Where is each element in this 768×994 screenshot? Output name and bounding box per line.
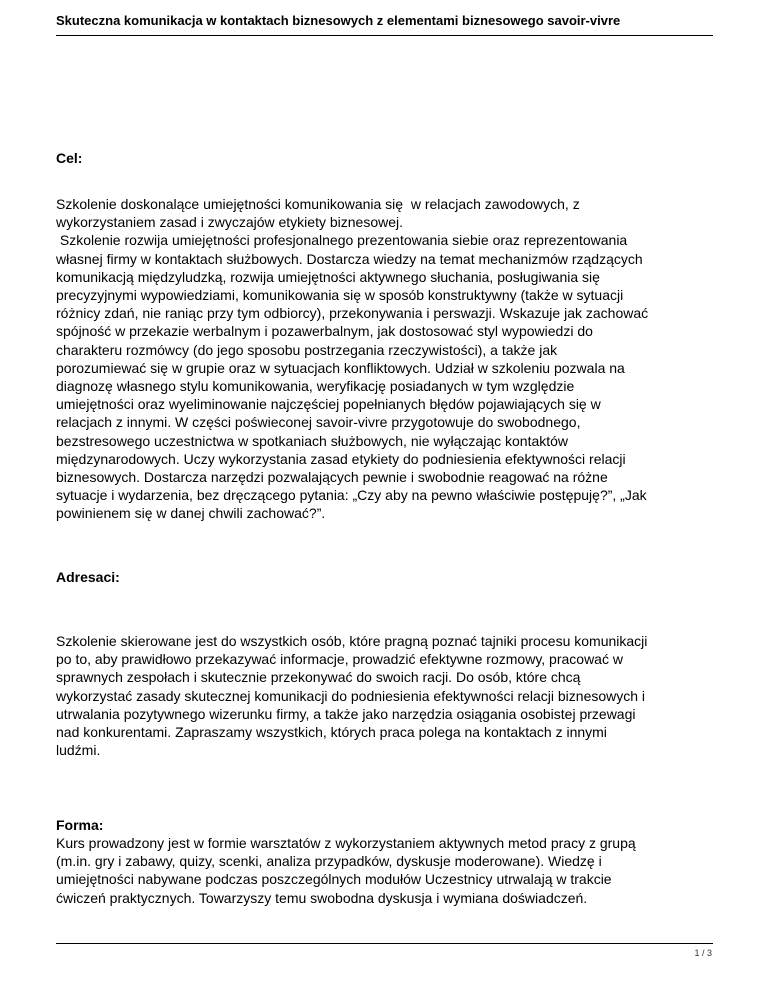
text-line: porozumiewać się w grupie oraz w sytuacjach konfliktowych. Udział w szkoleniu pozwala na — [56, 359, 625, 376]
text-line: umiejętności oraz wyeliminowanie najczęściej popełnianych błędów pojawiających się w — [56, 396, 601, 413]
text-line: umiejętności nabywane podczas poszczególnych modułów Uczestnicy utrwalają w trakcie — [56, 871, 612, 888]
text-line: własnej firmy w kontaktach służbowych. Dostarcza wiedzy na temat mechanizmów rządzących — [56, 250, 643, 267]
text-line: powinienem się w danej chwili zachować?”. — [56, 505, 326, 522]
text-line: utrwalania pozytywnego wizerunku firmy, a także jako narzędzia osiągania osobistej przewagi — [56, 705, 636, 722]
paragraph-adresaci — [56, 632, 722, 759]
document-header-title: Skuteczna komunikacja w kontaktach biznesowych z elementami biznesowego savoir-vivre — [56, 13, 621, 28]
text-line: Szkolenie doskonalące umiejętności komunikowania się w relacjach zawodowych, z — [56, 196, 580, 212]
text-line: komunikacją międzyludzką, rozwija umiejętności aktywnego słuchania, posługiwania się — [56, 268, 600, 285]
text-line: różnicy zdań, nie raniąc przy tym odbiorcy), przekonywania i perswazji. Wskazuje jak zachować — [56, 305, 649, 322]
text-line: Kurs prowadzony jest w formie warsztatów z wykorzystaniem aktywnych metod pracy z grupą — [56, 835, 636, 851]
text-line: nad konkurentami. Zapraszamy wszystkich, których praca polega na kontaktach z innymi — [56, 724, 607, 741]
text-line: sprawnych zespołach i skutecznie przekonywać do swoich racji. Do osób, które chcą — [56, 669, 581, 686]
section-heading-adresaci: Adresaci: — [56, 569, 120, 585]
text-line: wykorzystaniem zasad i zwyczajów etykiety biznesowej. — [56, 214, 404, 231]
text-line: po to, aby prawidłowo przekazywać informacje, prowadzić efektywne rozmowy, pracować w — [56, 651, 623, 668]
text-line: relacjach z innymi. W części poświeconej savoir-vivre przygotowuje do swobodnego, — [56, 414, 581, 431]
text-line: Szkolenie skierowane jest do wszystkich osób, które pragną poznać tajniki procesu komunikacji — [56, 633, 648, 649]
text-line: biznesowych. Dostarcza narzędzi pozwalających pewnie i swobodnie reagować na różne — [56, 469, 608, 486]
text-line: międzynarodowych. Uczy wykorzystania zasad etykiety do podniesienia efektywności relacji — [56, 450, 626, 467]
text-line: diagnozę własnego stylu komunikowania, weryfikację posiadanych w tym względzie — [56, 378, 575, 395]
footer-divider — [56, 943, 713, 944]
paragraph-forma — [56, 834, 722, 907]
text-line: spójność w przekazie werbalnym i pozawerbalnym, jak dostosować styl wypowiedzi do — [56, 323, 593, 340]
section-heading-cel: Cel: — [56, 150, 83, 166]
header-divider — [56, 35, 713, 36]
text-line: charakteru rozmówcy (do jego sposobu postrzegania rzeczywistości), a także jak — [56, 341, 558, 358]
text-line: bezstresowego uczestnictwa w spotkaniach służbowych, nie wyłączając kontaktów — [56, 432, 569, 449]
text-line: ludźmi. — [56, 742, 101, 759]
text-line: precyzyjnymi wypowiedziami, komunikowania się w sposób konstruktywny (także w sytuacji — [56, 287, 624, 304]
paragraph-cel — [56, 195, 722, 523]
page-number: 1 / 3 — [694, 948, 712, 958]
text-line: Szkolenie rozwija umiejętności profesjonalnego prezentowania siebie oraz reprezentowania — [56, 232, 628, 249]
text-line: wykorzystać zasady skutecznej komunikacji do podniesienia efektywności relacji biznesowych i — [56, 687, 646, 704]
text-line: (m.in. gry i zabawy, quizy, scenki, analiza przypadków, dyskusje moderowane). Wiedzę i — [56, 853, 602, 870]
section-heading-forma: Forma: — [56, 817, 104, 833]
text-line: ćwiczeń praktycznych. Towarzyszy temu swobodna dyskusja i wymiana doświadczeń. — [56, 889, 588, 906]
text-line: sytuacje i wydarzenia, bez dręczącego pytania: „Czy aby na pewno właściwie postępuję?”, „Jak — [56, 487, 647, 504]
